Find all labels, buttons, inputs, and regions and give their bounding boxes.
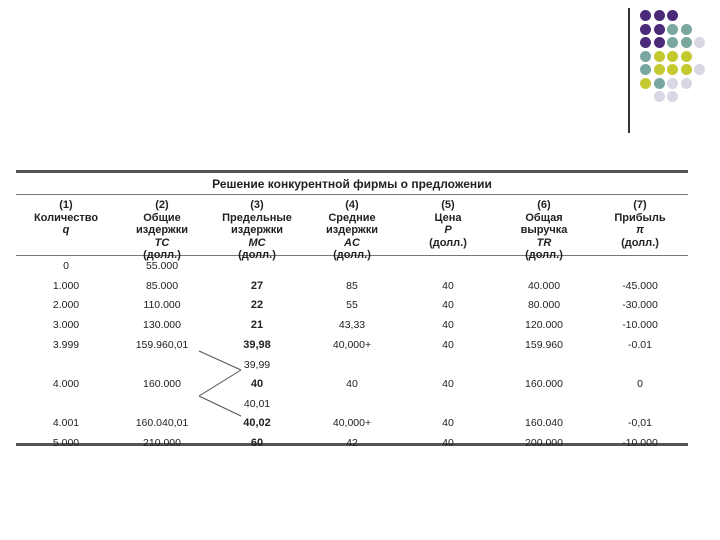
table-cell-profit: -0.01 — [628, 339, 652, 351]
table-cell-mc: 22 — [250, 299, 264, 311]
table-cell-q: 3.000 — [52, 319, 80, 331]
table-cell-profit: -0,01 — [628, 417, 652, 429]
table-title: Решение конкурентной фирмы о предложении — [212, 177, 492, 191]
decorative-dot — [640, 51, 651, 62]
table-cell-tr: 159.960 — [525, 339, 563, 351]
header-num: (5) — [441, 199, 455, 211]
header-symbol: TR — [536, 236, 552, 249]
header-symbol: AC — [344, 236, 360, 249]
decorative-dot — [681, 64, 692, 75]
table-cell-tr: 160.000 — [525, 378, 563, 390]
table-cell-p: 40 — [442, 378, 454, 390]
header-symbol: P — [444, 224, 452, 236]
table-cell-q: 2.000 — [52, 299, 80, 311]
table-cell-tc: 160.040,01 — [135, 417, 189, 429]
table-cell-q: 4.000 — [52, 378, 80, 390]
table-cell-tc: 85.000 — [145, 280, 179, 292]
table-cell-tc: 159.960,01 — [135, 339, 189, 351]
table-cell-ac: 42 — [346, 437, 358, 449]
table-body — [16, 256, 688, 449]
header-line1: Предельные — [222, 211, 292, 224]
header-unit: (долл.) — [525, 249, 563, 261]
table-cell-profit: -45.000 — [622, 280, 658, 292]
column-header — [11, 199, 121, 237]
table-cell-tc: 160.000 — [143, 378, 181, 390]
bracket-segment — [199, 370, 241, 396]
column-header — [202, 199, 312, 262]
header-unit: (долл.) — [238, 249, 276, 261]
header-symbol: TC — [154, 236, 170, 249]
table-cell-p: 40 — [442, 339, 454, 351]
header-line1: Общая — [525, 211, 563, 224]
decorative-dot — [681, 78, 692, 89]
header-line1: Количество — [33, 211, 99, 224]
table-cell-p: 40 — [442, 437, 454, 449]
table-cell-mc: 60 — [250, 437, 264, 449]
decorative-dot — [667, 24, 678, 35]
decorative-dot — [654, 51, 665, 62]
table-cell-ac: 40,000+ — [332, 417, 372, 429]
decorative-dot — [667, 37, 678, 48]
table-cell-ac: 55 — [346, 299, 358, 311]
column-header — [107, 199, 217, 262]
decorative-dot — [694, 64, 705, 75]
table-cell-mc: 27 — [250, 280, 264, 292]
header-unit: (долл.) — [333, 249, 371, 261]
table-cell-p: 40 — [442, 417, 454, 429]
table-cell-mc: 39,98 — [243, 339, 271, 351]
header-symbol: MC — [248, 236, 266, 249]
table-cell-tr: 200.000 — [525, 437, 563, 449]
decorative-dot — [640, 64, 651, 75]
table-cell-profit: -10.000 — [622, 319, 658, 331]
table-cell-tr: 40.000 — [527, 280, 561, 292]
decorative-dot — [694, 37, 705, 48]
header-line2: издержки — [136, 224, 188, 236]
table-cell-ac: 43,33 — [338, 319, 366, 331]
table-cell-tc: 55.000 — [145, 260, 179, 272]
header-num: (1) — [59, 199, 73, 211]
table-cell-tr: 120.000 — [525, 319, 563, 331]
table-cell-p: 40 — [442, 319, 454, 331]
decorative-dot — [654, 91, 665, 102]
decorative-dot — [654, 78, 665, 89]
table-cell-mc: 21 — [250, 319, 264, 331]
table-cell-q: 3.999 — [52, 339, 80, 351]
table-cell-profit: 0 — [637, 378, 643, 390]
column-header — [297, 199, 407, 262]
header-symbol: q — [62, 224, 70, 236]
header-line1: Прибыль — [614, 211, 666, 224]
table-header — [16, 195, 688, 261]
header-num: (4) — [345, 199, 359, 211]
bracket-segment — [199, 351, 241, 370]
decorative-dot — [654, 24, 665, 35]
header-num: (2) — [155, 199, 169, 211]
table-cell-p: 40 — [442, 299, 454, 311]
mc-annotation: 39,99 — [243, 359, 271, 371]
header-unit: (долл.) — [429, 236, 467, 249]
table-cell-tr: 80.000 — [527, 299, 561, 311]
header-line1: Цена — [434, 211, 462, 224]
table-cell-profit: -10.000 — [622, 437, 658, 449]
header-line2: выручка — [520, 224, 568, 236]
decorative-dot — [640, 24, 651, 35]
decorative-dot — [654, 37, 665, 48]
supply-decision-table — [16, 170, 688, 449]
decorative-dot — [667, 10, 678, 21]
decorative-dot — [667, 51, 678, 62]
table-cell-ac: 85 — [346, 280, 358, 292]
header-line2: издержки — [326, 224, 378, 236]
decorative-dot — [640, 10, 651, 21]
table-cell-q: 1.000 — [52, 280, 80, 292]
table-cell-tc: 110.000 — [143, 299, 181, 311]
header-line1: Средние — [328, 211, 376, 224]
table-cell-ac: 40 — [346, 378, 358, 390]
decorative-vertical-line — [628, 8, 630, 133]
decorative-dot — [654, 64, 665, 75]
column-header — [489, 199, 599, 262]
header-unit: (долл.) — [143, 249, 181, 261]
table-cell-mc: 40,02 — [243, 417, 271, 429]
decorative-dot — [667, 91, 678, 102]
decorative-dot — [667, 64, 678, 75]
header-num: (3) — [250, 199, 264, 211]
bracket-segment — [199, 396, 241, 416]
header-symbol: π — [636, 224, 644, 236]
column-header — [393, 199, 503, 249]
decorative-dot — [681, 24, 692, 35]
table-cell-p: 40 — [442, 280, 454, 292]
column-header — [585, 199, 695, 249]
table-cell-q: 0 — [63, 260, 69, 272]
mc-annotation: 40,01 — [243, 398, 271, 410]
table-cell-tr: 160.040 — [525, 417, 563, 429]
mc-bracket-lines — [16, 256, 688, 443]
table-cell-tc: 210.000 — [143, 437, 181, 449]
table-cell-mc: 40 — [250, 378, 264, 390]
header-unit: (долл.) — [621, 236, 659, 249]
header-line1: Общие — [143, 211, 181, 224]
header-num: (6) — [537, 199, 551, 211]
header-num: (7) — [633, 199, 647, 211]
table-cell-profit: -30.000 — [622, 299, 658, 311]
table-cell-q: 5.000 — [52, 437, 80, 449]
table-cell-ac: 40,000+ — [332, 339, 372, 351]
decorative-dot — [681, 51, 692, 62]
table-cell-tc: 130.000 — [143, 319, 181, 331]
decorative-dot — [640, 37, 651, 48]
decorative-dot — [667, 78, 678, 89]
table-cell-q: 4.001 — [52, 417, 80, 429]
decorative-dot — [654, 10, 665, 21]
decorative-dot — [640, 78, 651, 89]
decorative-dot — [681, 37, 692, 48]
header-line2: издержки — [231, 224, 283, 236]
